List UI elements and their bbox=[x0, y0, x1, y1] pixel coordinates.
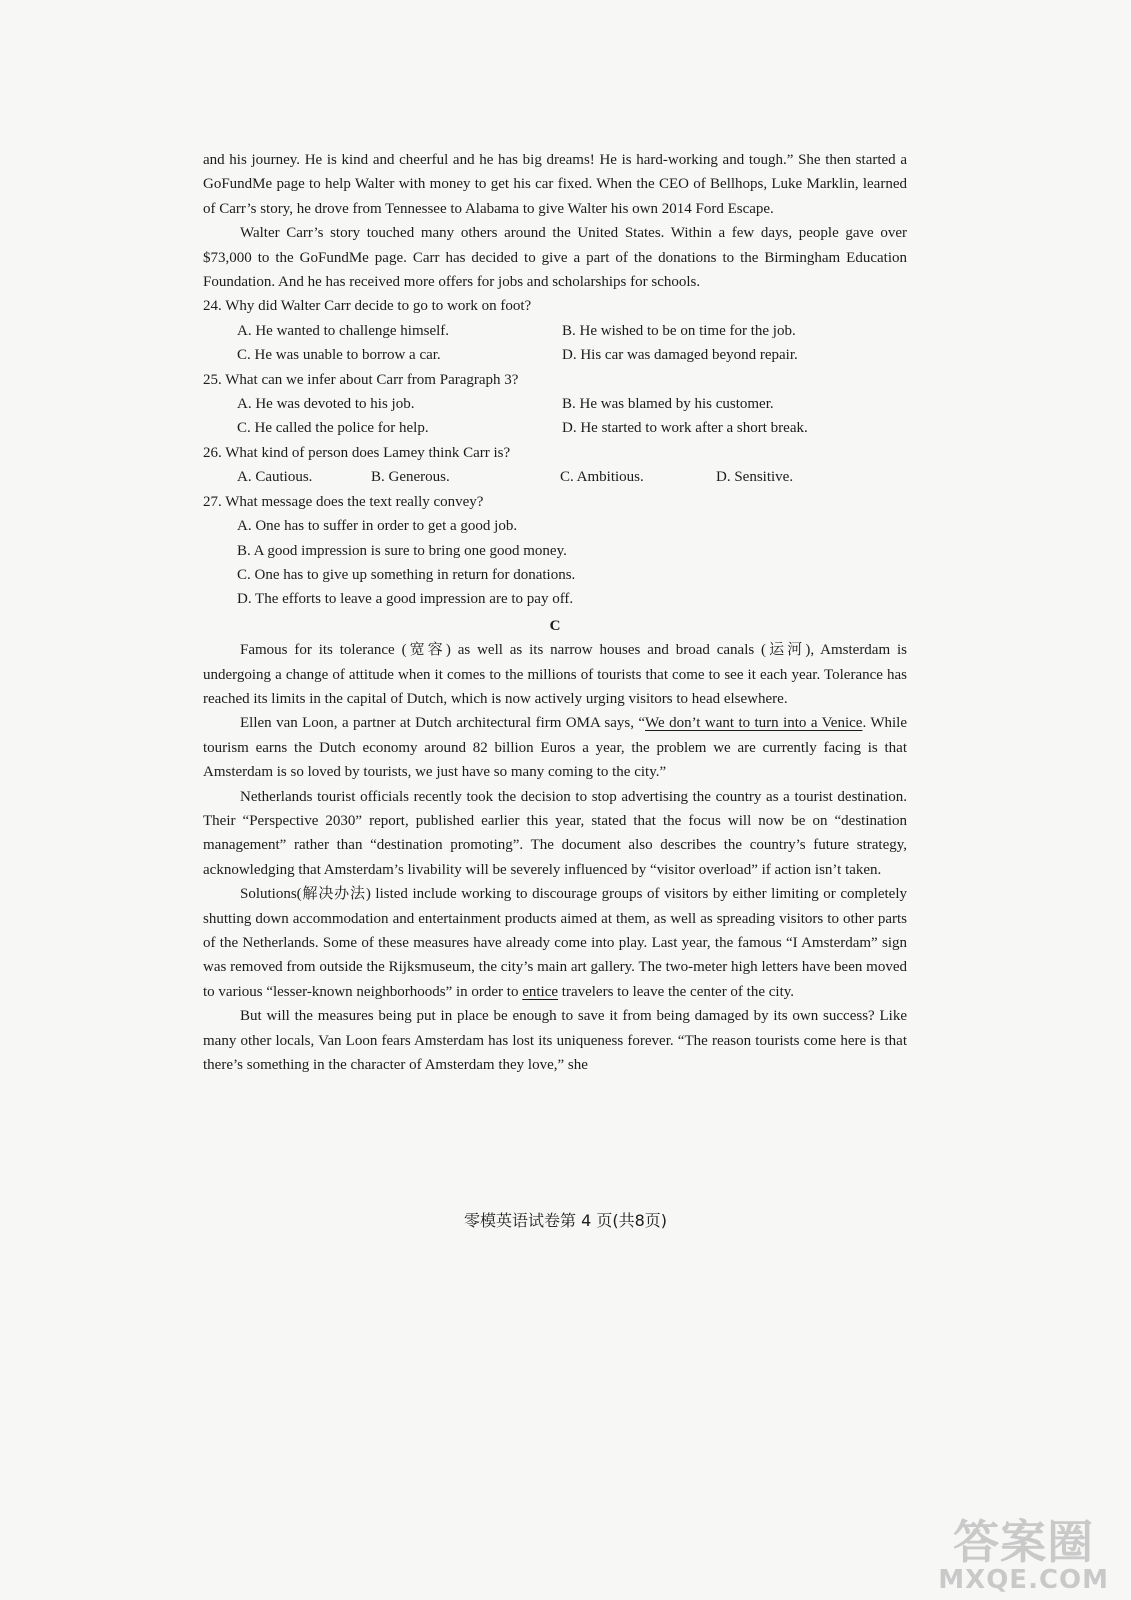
underlined-phrase: We don’t want to turn into a Venice bbox=[645, 715, 863, 732]
question-stem: What kind of person does Lamey think Carr is? bbox=[225, 444, 511, 461]
option-c: C. One has to give up something in return for donations. bbox=[237, 566, 576, 583]
passage-paragraph bbox=[203, 882, 907, 1004]
option-c: C. He called the police for help. bbox=[237, 420, 429, 437]
option-c: C. Ambitious. bbox=[560, 469, 644, 486]
passage-paragraph: and his journey. He is kind and cheerful and he has big dreams! He is hard-working and tough.” She then started a GoFundMe page to help Walter with money to get his car fixed. When the CEO of Bellhops, Luke Marklin, learned of Carr’s story, he drove from Tennessee to Alabama to give Walter his own 2014 Ford Escape. bbox=[203, 152, 907, 217]
question-stem: What can we infer about Carr from Paragraph 3? bbox=[225, 371, 519, 388]
passage-paragraph bbox=[203, 711, 907, 784]
question-number: 26. bbox=[203, 444, 222, 461]
option-a: A. He was devoted to his job. bbox=[237, 396, 415, 413]
option-d: D. His car was damaged beyond repair. bbox=[562, 347, 798, 364]
option-a: A. He wanted to challenge himself. bbox=[237, 322, 450, 339]
option-b: B. A good impression is sure to bring one good money. bbox=[237, 542, 567, 559]
watermark bbox=[938, 1515, 1109, 1595]
question-27 bbox=[203, 490, 907, 612]
text-span: . While tourism earns the Dutch economy around 82 billion Euros a year, the problem we are currently facing is that Amsterdam is so loved by tourists, we just have so many coming to the city.” bbox=[203, 715, 907, 781]
passage-paragraph: Walter Carr’s story touched many others around the United States. Within a few days, people gave over $73,000 to the GoFundMe page. Carr has decided to give a part of the donations to the Birmingham Education Foundation. And he has received more offers for jobs and scholarships for schools. bbox=[203, 225, 907, 291]
page-footer: 零模英语试卷第 4 页(共8页) bbox=[463, 1211, 668, 1230]
option-a: A. One has to suffer in order to get a good job. bbox=[237, 518, 518, 535]
question-25 bbox=[203, 368, 907, 441]
question-number: 24. bbox=[203, 298, 222, 315]
text-span: Ellen van Loon, a partner at Dutch architectural firm OMA says, “ bbox=[240, 715, 646, 732]
option-b: B. Generous. bbox=[371, 469, 450, 486]
question-26 bbox=[203, 441, 907, 490]
option-b: B. He was blamed by his customer. bbox=[562, 396, 774, 413]
text-span: Solutions(解决办法) listed include working to discourage groups of visitors by either limiting or completely shutting down accommodation and entertainment products aimed at them, as well as spreading visitors to other parts of the Netherlands. Some of these measures have already come into play. Last year, the famous “I Amsterdam” sign was removed from outside the Rijksmuseum, the city’s main art gallery. The two-meter high letters have been moved to various “lesser-known neighborhoods” in order to bbox=[203, 886, 907, 1000]
question-number: 27. bbox=[203, 493, 222, 510]
passage-paragraph: Netherlands tourist officials recently took the decision to stop advertising the country as a tourist destination. Their “Perspective 2030” report, published earlier this year, stated that the focus will now be on “destination management” rather than “destination promoting”. The document also describes the country’s future strategy, acknowledging that Amsterdam’s livability will be severely influenced by “visitor overload” if action isn’t taken. bbox=[203, 788, 907, 878]
option-d: D. He started to work after a short break. bbox=[562, 420, 808, 437]
passage-paragraph: But will the measures being put in place be enough to save it from being damaged by its own success? Like many other locals, Van Loon fears Amsterdam has lost its uniqueness forever. “The reason tourists come here is that there’s something in the character of Amsterdam they love,” she bbox=[203, 1008, 907, 1074]
text-span: travelers to leave the center of the city. bbox=[558, 983, 795, 1000]
option-d: D. Sensitive. bbox=[716, 469, 794, 486]
underlined-word: entice bbox=[522, 983, 559, 1000]
option-d: D. The efforts to leave a good impression are to pay off. bbox=[237, 591, 574, 608]
option-a: A. Cautious. bbox=[237, 469, 313, 486]
question-number: 25. bbox=[203, 371, 222, 388]
option-b: B. He wished to be on time for the job. bbox=[562, 322, 796, 339]
option-c: C. He was unable to borrow a car. bbox=[237, 347, 441, 364]
section-heading: C bbox=[549, 617, 561, 634]
watermark-url: MXQE.COM bbox=[938, 1565, 1109, 1595]
exam-page-content bbox=[203, 148, 907, 1077]
question-stem: What message does the text really convey? bbox=[225, 493, 484, 510]
question-24 bbox=[203, 294, 907, 367]
passage-paragraph: Famous for its tolerance (宽容) as well as its narrow houses and broad canals (运河), Amsterdam is undergoing a change of attitude when it comes to the millions of tourists that come to see it each year. Tolerance has reached its limits in the capital of Dutch, which is now actively urging visitors to head elsewhere. bbox=[203, 642, 907, 707]
question-stem: Why did Walter Carr decide to go to work on foot? bbox=[225, 298, 532, 315]
watermark-logo: 答案圈 bbox=[953, 1515, 1095, 1569]
